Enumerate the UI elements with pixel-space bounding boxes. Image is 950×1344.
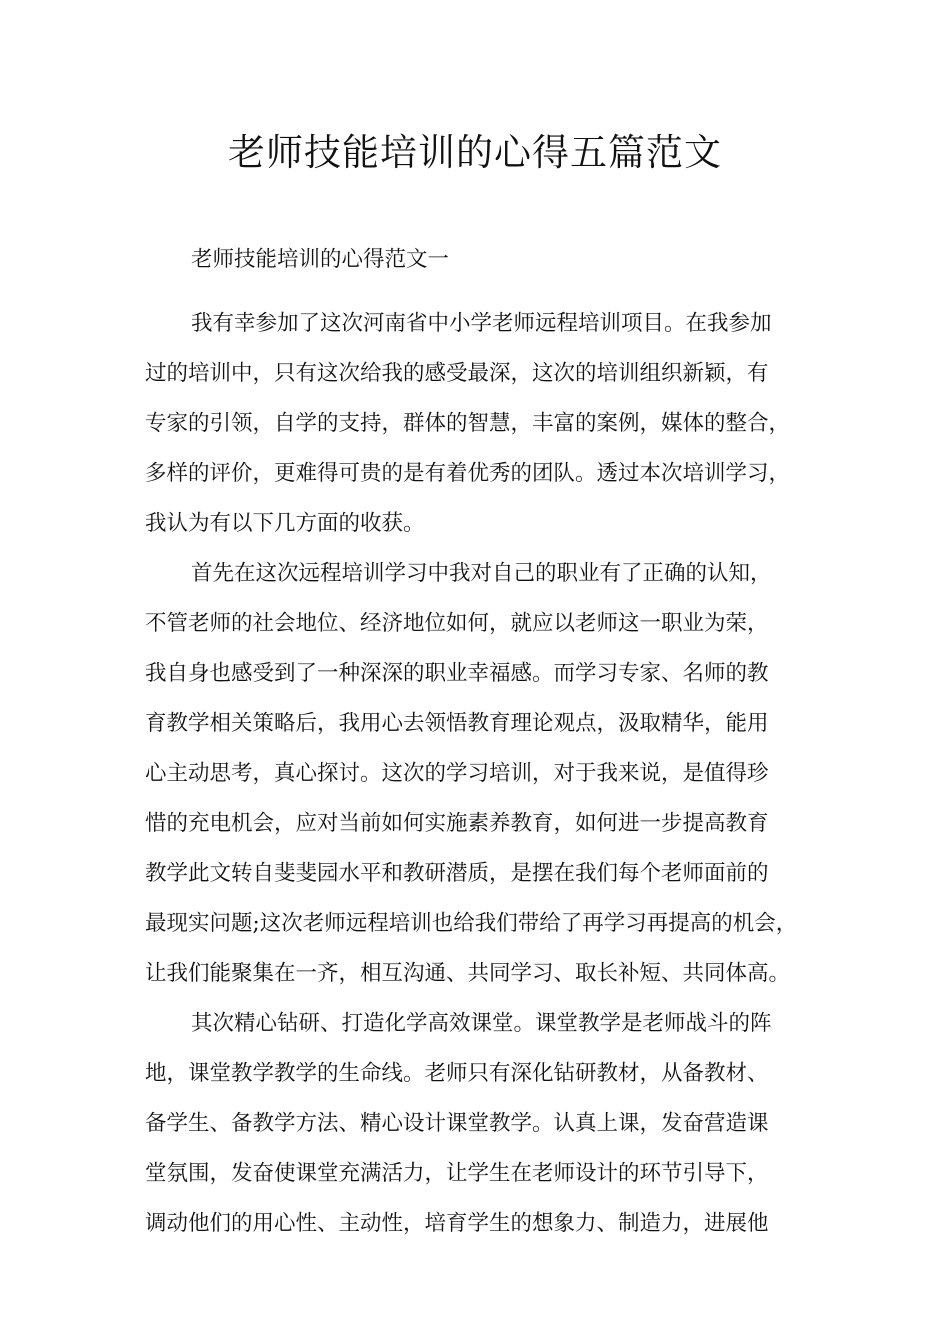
paragraph-line: 不管老师的社会地位、经济地位如何，就应以老师这一职业为荣， <box>145 611 769 636</box>
paragraph-line: 堂氛围，发奋使课堂充满活力，让学生在老师设计的环节引导下， <box>145 1161 769 1186</box>
paragraph-line: 我有幸参加了这次河南省中小学老师远程培训项目。在我参加 <box>191 311 772 336</box>
paragraph-line: 其次精心钻研、打造化学高效课堂。课堂教学是老师战斗的阵 <box>191 1011 772 1036</box>
paragraph-line: 备学生、备教学方法、精心设计课堂教学。认真上课，发奋营造课 <box>145 1111 769 1136</box>
paragraph-3 <box>145 999 825 1249</box>
paragraph-line: 调动他们的用心性、主动性，培育学生的想象力、制造力，进展他 <box>145 1211 769 1236</box>
paragraph-line: 地，课堂教学教学的生命线。老师只有深化钻研教材，从备教材、 <box>145 1061 769 1086</box>
paragraph-line: 首先在这次远程培训学习中我对自己的职业有了正确的认知， <box>191 561 772 586</box>
paragraph-line: 心主动思考，真心探讨。这次的学习培训，对于我来说，是值得珍 <box>145 761 769 786</box>
paragraph-line: 我自身也感受到了一种深深的职业幸福感。而学习专家、名师的教 <box>145 661 769 686</box>
paragraph-2 <box>145 549 825 999</box>
paragraph-line: 专家的引领，自学的支持，群体的智慧，丰富的案例，媒体的整合， <box>145 411 791 436</box>
paragraph-line: 我认为有以下几方面的收获。 <box>145 511 425 536</box>
section-heading: 老师技能培训的心得范文一 <box>191 247 450 272</box>
paragraph-line: 教学此文转自斐斐园水平和教研潜质，是摆在我们每个老师面前的 <box>145 861 769 886</box>
document-title: 老师技能培训的心得五篇范文 <box>228 131 722 174</box>
paragraph-line: 最现实问题;这次老师远程培训也给我们带给了再学习再提高的机会， <box>145 911 798 936</box>
paragraph-line: 过的培训中，只有这次给我的感受最深，这次的培训组织新颖，有 <box>145 361 769 386</box>
paragraph-1 <box>145 299 825 549</box>
document-body <box>145 235 825 1249</box>
paragraph-line: 育教学相关策略后，我用心去领悟教育理论观点，汲取精华，能用 <box>145 711 769 736</box>
paragraph-line: 多样的评价，更难得可贵的是有着优秀的团队。透过本次培训学习， <box>145 461 791 486</box>
spacer <box>145 285 825 299</box>
paragraph-line: 惜的充电机会，应对当前如何实施素养教育，如何进一步提高教育 <box>145 811 769 836</box>
paragraph-line: 让我们能聚集在一齐，相互沟通、共同学习、取长补短、共同体高。 <box>145 961 791 986</box>
